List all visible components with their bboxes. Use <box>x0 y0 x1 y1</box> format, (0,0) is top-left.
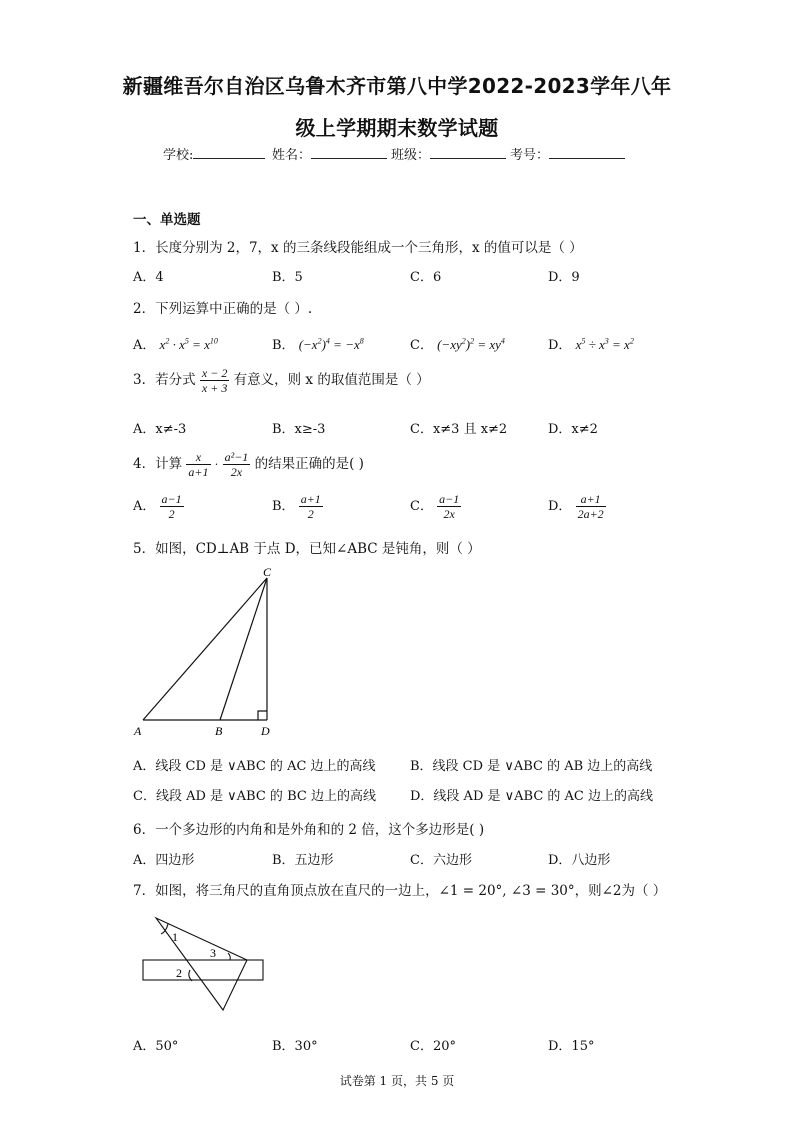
q4-option-b[interactable] <box>272 492 323 521</box>
q4-c-num: a−1 <box>439 492 460 506</box>
q3-option-a[interactable]: A．x≠-3 <box>133 422 187 437</box>
exam-number-field[interactable] <box>510 144 625 163</box>
q3-fraction-num: x − 2 <box>201 366 228 380</box>
q2-option-d[interactable] <box>548 334 634 353</box>
q4-option-c-label: C． <box>410 499 433 514</box>
q4-b-den: 2 <box>307 507 314 521</box>
q4-stem-post: 的结果正确的是( ) <box>254 456 364 472</box>
page-title-line2: 级上学期期末数学试题 <box>295 116 499 140</box>
point-b-label: B <box>215 724 223 738</box>
q4-option-a[interactable] <box>133 492 184 521</box>
q4-option-b-label: B． <box>272 499 295 514</box>
segment-bc <box>220 578 267 720</box>
q5-stem: 5．如图，CD⊥AB 于点 D，已知∠ABC 是钝角，则（ ） <box>133 541 481 557</box>
q2-option-a-expr: $x^2 \cdot x^5 = x^{10}$ <box>159 336 218 352</box>
q4-stem <box>133 450 364 479</box>
q6-option-a[interactable]: A．四边形 <box>133 853 195 868</box>
q1-stem: 1．长度分别为 2，7，x 的三条线段能组成一个三角形，x 的值可以是（ ） <box>133 240 583 256</box>
point-a-label: A <box>134 724 142 738</box>
q4-d-den: 2a+2 <box>577 507 604 521</box>
angle-3-label: 3 <box>210 946 216 960</box>
q2-option-b-label: B． <box>272 338 295 353</box>
right-angle-mark <box>258 711 267 720</box>
school-blank[interactable] <box>193 146 265 159</box>
q6-stem: 6．一个多边形的内角和是外角和的 2 倍，这个多边形是( ) <box>133 822 485 838</box>
q7-option-a[interactable]: A．50° <box>133 1039 179 1054</box>
q4-d-num: a+1 <box>576 492 606 507</box>
q6-option-c[interactable]: C．六边形 <box>410 853 472 868</box>
triangle-ruler <box>156 918 247 1010</box>
q7-option-c[interactable]: C．20° <box>410 1039 456 1054</box>
angle-2-arc <box>189 970 192 981</box>
q1-option-d[interactable]: D．9 <box>548 270 580 285</box>
name-field[interactable] <box>272 144 387 163</box>
q4-option-c[interactable] <box>410 492 461 521</box>
q4-option-d-label: D． <box>548 499 572 514</box>
q5-option-b[interactable]: B．线段 CD 是 ∨ABC 的 AB 边上的高线 <box>410 759 653 774</box>
q7-option-d[interactable]: D．15° <box>548 1039 595 1054</box>
q1-option-b[interactable]: B．5 <box>272 270 303 285</box>
q2-option-c[interactable] <box>410 334 505 353</box>
q3-option-d[interactable]: D．x≠2 <box>548 422 598 437</box>
q3-stem-pre: 3．若分式 <box>133 372 196 388</box>
q2-option-b[interactable] <box>272 334 364 353</box>
school-label: 学校: <box>163 148 194 163</box>
q4-f1-den: a+1 <box>188 465 209 479</box>
q3-stem <box>133 366 430 395</box>
page-footer: 试卷第 1 页，共 5 页 <box>339 1074 455 1088</box>
exam-number-blank[interactable] <box>549 146 625 159</box>
q4-stem-pre: 4．计算 <box>133 456 183 472</box>
q3-fraction-den: x + 3 <box>201 381 228 395</box>
exam-number-label: 考号： <box>510 148 550 163</box>
class-field[interactable] <box>391 144 506 163</box>
q4-b-num: a+1 <box>300 492 321 506</box>
point-c-label: C <box>263 565 272 579</box>
q6-option-b[interactable]: B．五边形 <box>272 853 334 868</box>
q1-option-a[interactable]: A．4 <box>133 270 164 285</box>
q5-option-d[interactable]: D．线段 AD 是 ∨ABC 的 AC 边上的高线 <box>410 789 654 804</box>
q2-option-c-label: C． <box>410 338 433 353</box>
q4-a-den: 2 <box>168 507 175 521</box>
angle-3-arc <box>228 953 230 960</box>
q3-fraction <box>200 366 229 395</box>
q2-stem: 2．下列运算中正确的是（ ）. <box>133 301 313 317</box>
section-heading: 一、单选题 <box>133 212 201 228</box>
q2-option-a-label: A． <box>133 338 156 353</box>
q3-option-c[interactable]: C．x≠3 且 x≠2 <box>410 422 508 437</box>
q4-c-den: 2x <box>443 507 455 521</box>
q5-option-c[interactable]: C．线段 AD 是 ∨ABC 的 BC 边上的高线 <box>133 789 376 804</box>
q4-option-c-frac <box>437 492 461 521</box>
q4-dot: · <box>214 458 219 471</box>
q2-option-d-label: D． <box>548 338 572 353</box>
school-field[interactable] <box>163 144 265 163</box>
q2-option-d-expr: $x^5 \div x^3 = x^2$ <box>575 336 634 352</box>
q4-option-b-frac <box>299 492 323 521</box>
q7-stem: 7．如图，将三角尺的直角顶点放在直尺的一边上，∠1 = 20°, ∠3 = 30°，则∠2为（ ） <box>133 883 667 899</box>
q4-option-d-frac <box>576 492 606 521</box>
q4-f1-num: x <box>186 450 210 465</box>
q1-option-c[interactable]: C．6 <box>410 270 442 285</box>
q2-option-c-expr: $(-xy^2)^2 = xy^4$ <box>437 336 505 352</box>
q5-figure <box>130 565 290 745</box>
angle-1-label: 1 <box>172 930 178 944</box>
q3-stem-post: 有意义，则 x 的取值范围是（ ） <box>233 372 430 388</box>
angle-2-label: 2 <box>176 966 182 980</box>
class-label: 班级： <box>391 148 431 163</box>
page-title-line1: 新疆维吾尔自治区乌鲁木齐市第八中学2022-2023学年八年 <box>122 74 672 98</box>
q2-option-a[interactable] <box>133 334 218 353</box>
q4-fraction-1 <box>186 450 210 479</box>
q4-option-d[interactable] <box>548 492 606 521</box>
name-blank[interactable] <box>311 146 387 159</box>
q7-figure <box>130 910 280 1020</box>
class-blank[interactable] <box>430 146 506 159</box>
q4-a-num: a−1 <box>161 492 182 506</box>
q4-f2-num: a²−1 <box>224 450 249 464</box>
name-label: 姓名： <box>272 148 312 163</box>
q4-fraction-2 <box>223 450 251 479</box>
q4-f2-den: 2x <box>230 465 243 479</box>
q4-option-a-frac <box>160 492 184 521</box>
q7-option-b[interactable]: B．30° <box>272 1039 318 1054</box>
q4-option-a-label: A． <box>133 499 156 514</box>
q6-option-d[interactable]: D．八边形 <box>548 853 611 868</box>
q2-option-b-expr: $(-x^2)^4 = -x^8$ <box>298 336 364 352</box>
q3-option-b[interactable]: B．x≥-3 <box>272 422 326 437</box>
q5-option-a[interactable]: A．线段 CD 是 ∨ABC 的 AC 边上的高线 <box>133 759 376 774</box>
segment-ac <box>143 578 267 720</box>
point-d-label: D <box>261 724 270 738</box>
